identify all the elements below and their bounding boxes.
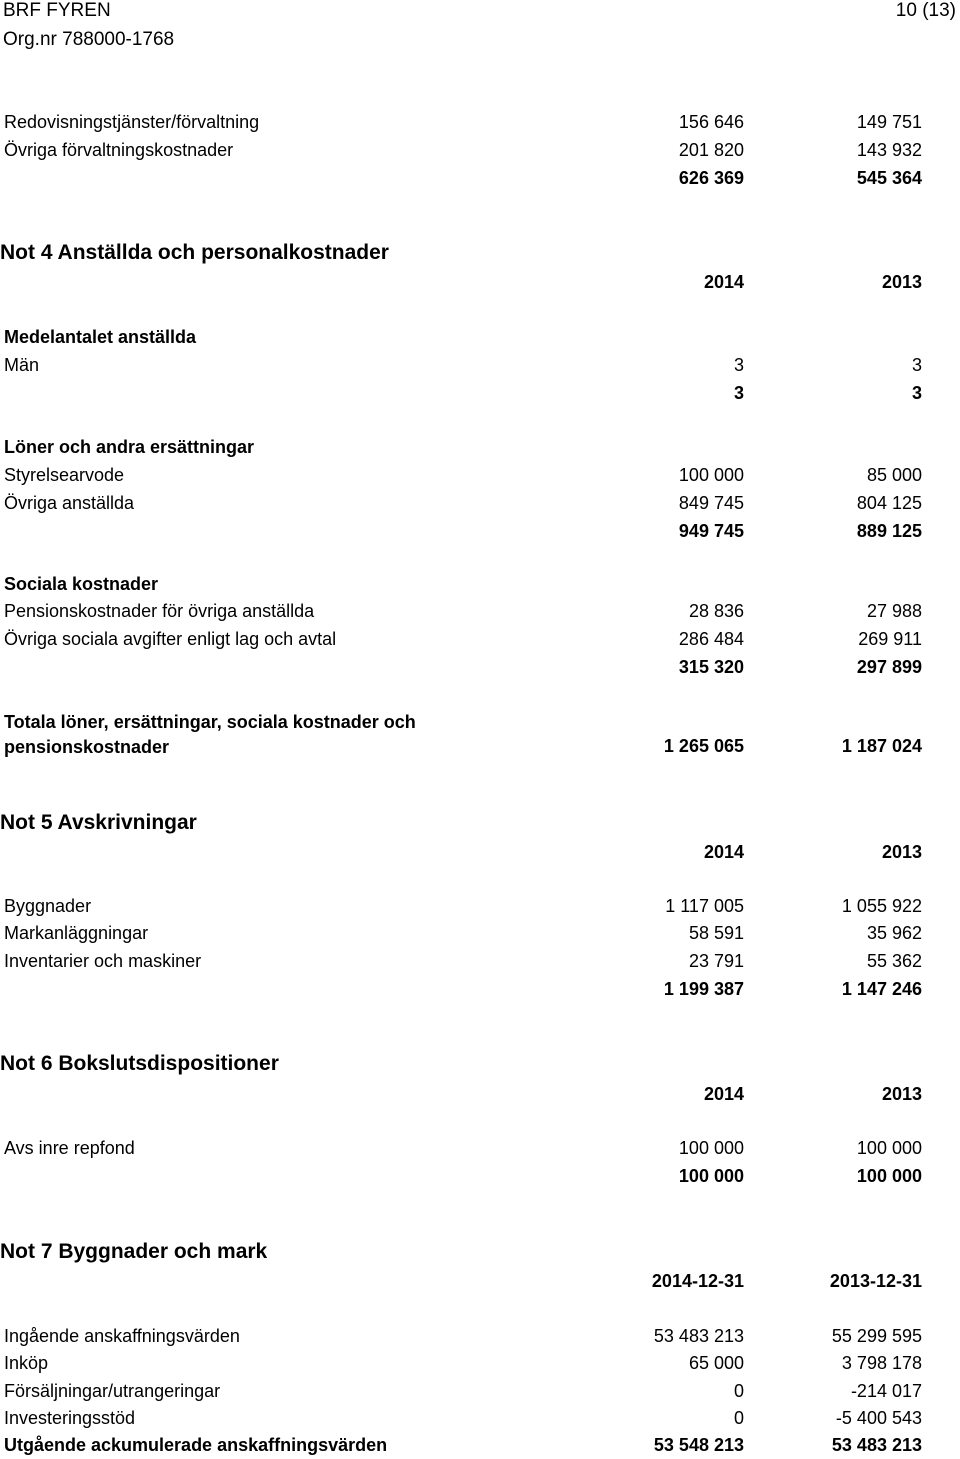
value-2013: 3 798 178	[841, 1353, 922, 1373]
total-2014: 100 000	[678, 1166, 744, 1186]
section-heading: Sociala kostnader	[4, 574, 159, 594]
grand-total-label: Totala löner, ersättningar, sociala kostnader och pensionskostnader	[4, 712, 416, 757]
value-2014: 65 000	[688, 1353, 744, 1373]
column-year-2013: 2013	[881, 1084, 922, 1104]
value-2014: 1 117 005	[665, 896, 744, 916]
column-header-row	[0, 272, 960, 296]
total-2013: 100 000	[856, 1166, 922, 1186]
table-row	[0, 355, 960, 379]
total-row	[0, 521, 960, 545]
column-year-2014: 2014	[703, 272, 744, 292]
grand-total-row	[0, 736, 960, 760]
value-2014: 0	[733, 1408, 744, 1428]
total-2013: 1 147 246	[841, 979, 922, 999]
row-label: Pensionskostnader för övriga anställda	[4, 601, 315, 621]
table-row	[0, 465, 960, 489]
total-2014: 53 548 213	[653, 1435, 744, 1455]
table-row	[0, 951, 960, 975]
value-2013: 27 988	[866, 601, 922, 621]
row-label: Avs inre repfond	[4, 1138, 135, 1158]
value-2014: 53 483 213	[653, 1326, 744, 1346]
value-2013: 143 932	[856, 140, 922, 160]
row-label: Inköp	[4, 1353, 49, 1373]
total-2013: 297 899	[856, 657, 922, 677]
total-2014: 626 369	[678, 168, 744, 188]
value-2013: 35 962	[866, 923, 922, 943]
page-number: 10 (13)	[895, 0, 956, 21]
total-2014: 315 320	[678, 657, 744, 677]
value-2014: 156 646	[678, 112, 744, 132]
column-header-row	[0, 1084, 960, 1108]
total-2013: 889 125	[856, 521, 922, 541]
value-2013: 100 000	[856, 1138, 922, 1158]
total-2013: 3	[911, 383, 922, 403]
table-row	[0, 601, 960, 625]
value-2014: 58 591	[688, 923, 744, 943]
value-2013: 85 000	[866, 465, 922, 485]
value-2013: 55 299 595	[831, 1326, 922, 1346]
note-6-title: Not 6 Bokslutsdispositioner	[0, 1052, 279, 1075]
total-2013: 53 483 213	[831, 1435, 922, 1455]
total-2013: 1 187 024	[841, 736, 922, 756]
note-7-title: Not 7 Byggnader och mark	[0, 1240, 268, 1263]
row-label: Övriga förvaltningskostnader	[4, 140, 234, 160]
total-row	[0, 1166, 960, 1190]
column-year-2013: 2013	[881, 842, 922, 862]
table-row	[0, 112, 960, 136]
value-2013: 269 911	[858, 629, 922, 649]
row-label: Markanläggningar	[4, 923, 149, 943]
value-2013: -214 017	[850, 1381, 922, 1401]
section-heading: Löner och andra ersättningar	[4, 437, 255, 457]
total-row	[0, 1435, 960, 1459]
row-label: Övriga sociala avgifter enligt lag och avtal	[4, 629, 337, 649]
value-2014: 201 820	[678, 140, 744, 160]
value-2014: 28 836	[688, 601, 744, 621]
table-row	[0, 629, 960, 653]
table-row	[0, 493, 960, 517]
column-header-row	[0, 1271, 960, 1295]
total-label: Utgående ackumulerade anskaffningsvärden	[4, 1435, 388, 1455]
value-2014: 100 000	[678, 465, 744, 485]
value-2013: 1 055 922	[841, 896, 922, 916]
value-2013: -5 400 543	[835, 1408, 922, 1428]
total-2014: 1 199 387	[663, 979, 744, 999]
total-row	[0, 168, 960, 192]
column-date-2013: 2013-12-31	[829, 1271, 922, 1291]
row-label: Övriga anställda	[4, 493, 135, 513]
total-row	[0, 383, 960, 407]
row-label: Ingående anskaffningsvärden	[4, 1326, 240, 1346]
row-label: Styrelsearvode	[4, 465, 125, 485]
note-4-title: Not 4 Anställda och personalkostnader	[0, 241, 389, 264]
row-label: Redovisningstjänster/förvaltning	[4, 112, 260, 132]
table-row	[0, 1381, 960, 1405]
row-label: Inventarier och maskiner	[4, 951, 202, 971]
table-row	[0, 1408, 960, 1432]
note-5-title: Not 5 Avskrivningar	[0, 811, 197, 834]
table-row	[0, 140, 960, 164]
row-label: Byggnader	[4, 896, 92, 916]
table-row	[0, 896, 960, 920]
column-year-2014: 2014	[703, 842, 744, 862]
column-date-2014: 2014-12-31	[651, 1271, 744, 1291]
total-2014: 3	[733, 383, 744, 403]
value-2014: 23 791	[688, 951, 744, 971]
value-2014: 100 000	[678, 1138, 744, 1158]
row-label: Försäljningar/utrangeringar	[4, 1381, 221, 1401]
total-row	[0, 657, 960, 681]
org-number: Org.nr 788000-1768	[3, 29, 175, 50]
value-2013: 55 362	[866, 951, 922, 971]
value-2013: 3	[911, 355, 922, 375]
value-2014: 3	[733, 355, 744, 375]
total-2014: 949 745	[678, 521, 744, 541]
table-row	[0, 1326, 960, 1350]
row-label: Investeringsstöd	[4, 1408, 136, 1428]
column-year-2014: 2014	[703, 1084, 744, 1104]
value-2014: 849 745	[678, 493, 744, 513]
column-header-row	[0, 842, 960, 866]
row-label: Män	[4, 355, 40, 375]
table-row	[0, 1353, 960, 1377]
value-2014: 0	[733, 1381, 744, 1401]
total-2014: 1 265 065	[663, 736, 744, 756]
value-2013: 804 125	[856, 493, 922, 513]
value-2013: 149 751	[856, 112, 922, 132]
total-row	[0, 979, 960, 1003]
table-row	[0, 923, 960, 947]
total-2013: 545 364	[856, 168, 922, 188]
org-name: BRF FYREN	[3, 0, 111, 21]
section-heading: Medelantalet anställda	[4, 327, 197, 347]
table-row	[0, 1138, 960, 1162]
column-year-2013: 2013	[881, 272, 922, 292]
value-2014: 286 484	[678, 629, 744, 649]
